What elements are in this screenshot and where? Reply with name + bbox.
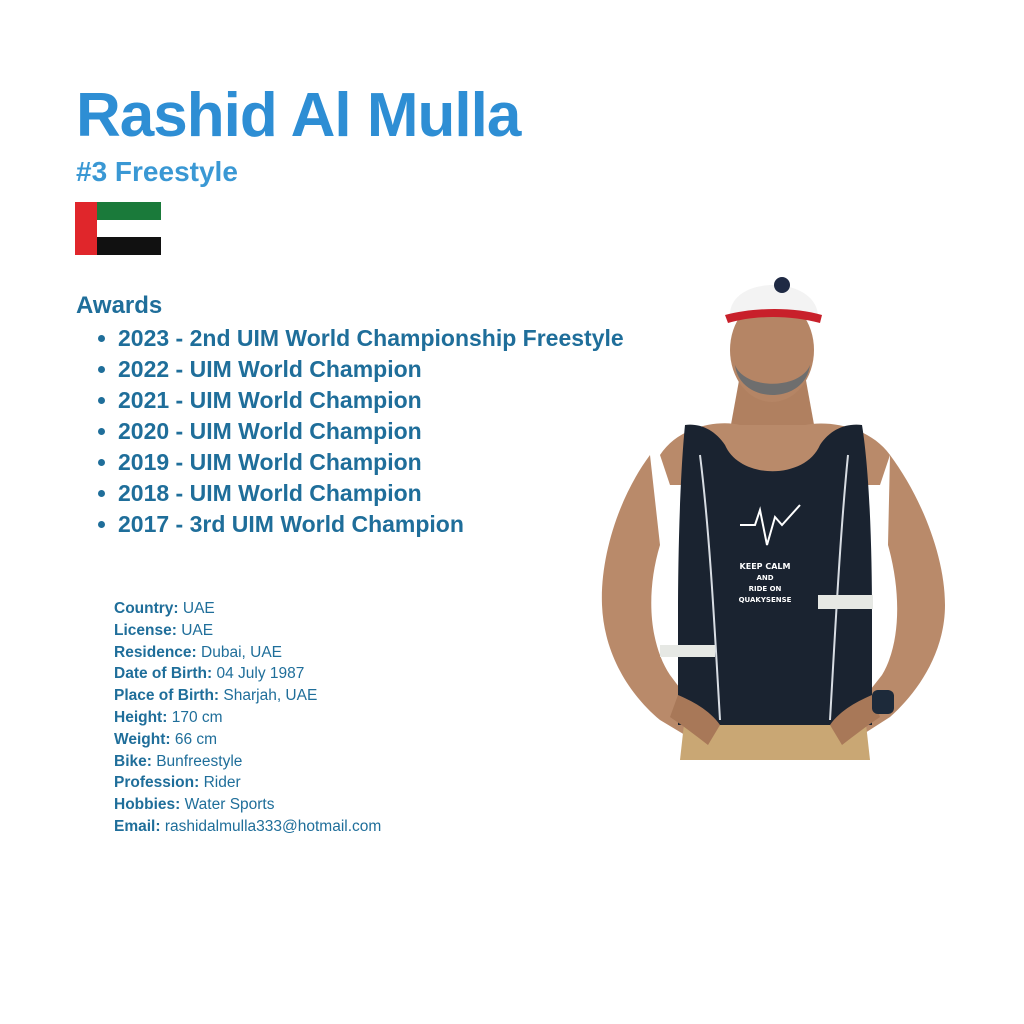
detail-weight bbox=[114, 729, 381, 751]
vest-text-line-1: KEEP CALM bbox=[739, 562, 791, 571]
awards-list bbox=[96, 323, 624, 540]
detail-label: Hobbies: bbox=[114, 796, 181, 814]
detail-value: UAE bbox=[182, 600, 215, 617]
detail-value: 04 July 1987 bbox=[216, 665, 305, 683]
detail-date-of-birth bbox=[114, 663, 381, 685]
awards-heading: Awards bbox=[76, 292, 163, 319]
award-item bbox=[96, 323, 624, 354]
award-item bbox=[96, 385, 624, 416]
detail-value: Sharjah, UAE bbox=[223, 687, 318, 705]
detail-label: Residence: bbox=[114, 643, 197, 661]
detail-hobbies bbox=[114, 794, 381, 816]
vest-strap-right bbox=[818, 595, 873, 609]
detail-value: Dubai, UAE bbox=[201, 643, 282, 661]
award-item bbox=[96, 416, 624, 447]
bullet-icon bbox=[98, 335, 105, 342]
award-item bbox=[96, 509, 624, 540]
flag-green-stripe bbox=[97, 202, 161, 220]
detail-value: Rider bbox=[203, 774, 241, 792]
bullet-icon bbox=[98, 366, 105, 373]
detail-label: Profession: bbox=[114, 774, 200, 792]
bullet-icon bbox=[98, 428, 105, 435]
award-item bbox=[96, 354, 624, 385]
award-item bbox=[96, 447, 624, 478]
detail-label: Place of Birth: bbox=[114, 687, 220, 705]
flag-red-band bbox=[75, 202, 97, 255]
vest-text-line-4: QUAKYSENSE bbox=[738, 596, 792, 604]
flag-black-stripe bbox=[97, 237, 161, 255]
award-text: 2023 - 2nd UIM World Championship Freestyle bbox=[118, 325, 624, 351]
uae-flag-icon bbox=[75, 202, 161, 255]
detail-profession bbox=[114, 772, 381, 794]
rider-number-class: #3 Freestyle bbox=[76, 156, 238, 187]
detail-height bbox=[114, 707, 381, 729]
cap-logo-icon bbox=[774, 277, 790, 293]
rider-name: Rashid Al Mulla bbox=[76, 81, 521, 150]
bullet-icon bbox=[98, 397, 105, 404]
detail-label: Date of Birth: bbox=[114, 665, 213, 683]
award-text: 2018 - UIM World Champion bbox=[118, 480, 422, 506]
detail-value: Water Sports bbox=[184, 796, 275, 814]
flag-white-stripe bbox=[97, 220, 161, 237]
detail-place-of-birth bbox=[114, 685, 381, 707]
rider-portrait-photo bbox=[590, 255, 960, 765]
detail-label: Bike: bbox=[114, 752, 152, 770]
detail-email bbox=[114, 816, 381, 838]
bullet-icon bbox=[98, 490, 105, 497]
award-text: 2022 - UIM World Champion bbox=[118, 356, 422, 382]
detail-label: Country: bbox=[114, 600, 179, 617]
detail-value: UAE bbox=[181, 621, 214, 639]
bullet-icon bbox=[98, 459, 105, 466]
award-text: 2021 - UIM World Champion bbox=[118, 387, 422, 413]
award-text: 2019 - UIM World Champion bbox=[118, 449, 422, 475]
detail-value: rashidalmulla333@hotmail.com bbox=[164, 817, 382, 835]
detail-value: Bunfreestyle bbox=[156, 752, 243, 770]
award-text: 2017 - 3rd UIM World Champion bbox=[118, 511, 464, 537]
detail-label: Email: bbox=[114, 817, 161, 835]
vest-text-line-3: RIDE ON bbox=[748, 585, 782, 593]
detail-country bbox=[114, 598, 381, 620]
award-text: 2020 - UIM World Champion bbox=[118, 418, 422, 444]
vest-strap-left bbox=[660, 645, 715, 657]
wristwatch-icon bbox=[872, 690, 894, 714]
rider-details bbox=[114, 598, 381, 838]
detail-license bbox=[114, 620, 381, 642]
detail-residence bbox=[114, 642, 381, 664]
vest-text-line-2: AND bbox=[756, 574, 774, 582]
detail-value: 170 cm bbox=[171, 708, 223, 726]
detail-label: License: bbox=[114, 621, 177, 639]
detail-label: Weight: bbox=[114, 730, 171, 748]
bullet-icon bbox=[98, 521, 105, 528]
award-item bbox=[96, 478, 624, 509]
detail-label: Height: bbox=[114, 708, 168, 726]
detail-value: 66 cm bbox=[174, 730, 218, 748]
detail-bike bbox=[114, 751, 381, 773]
